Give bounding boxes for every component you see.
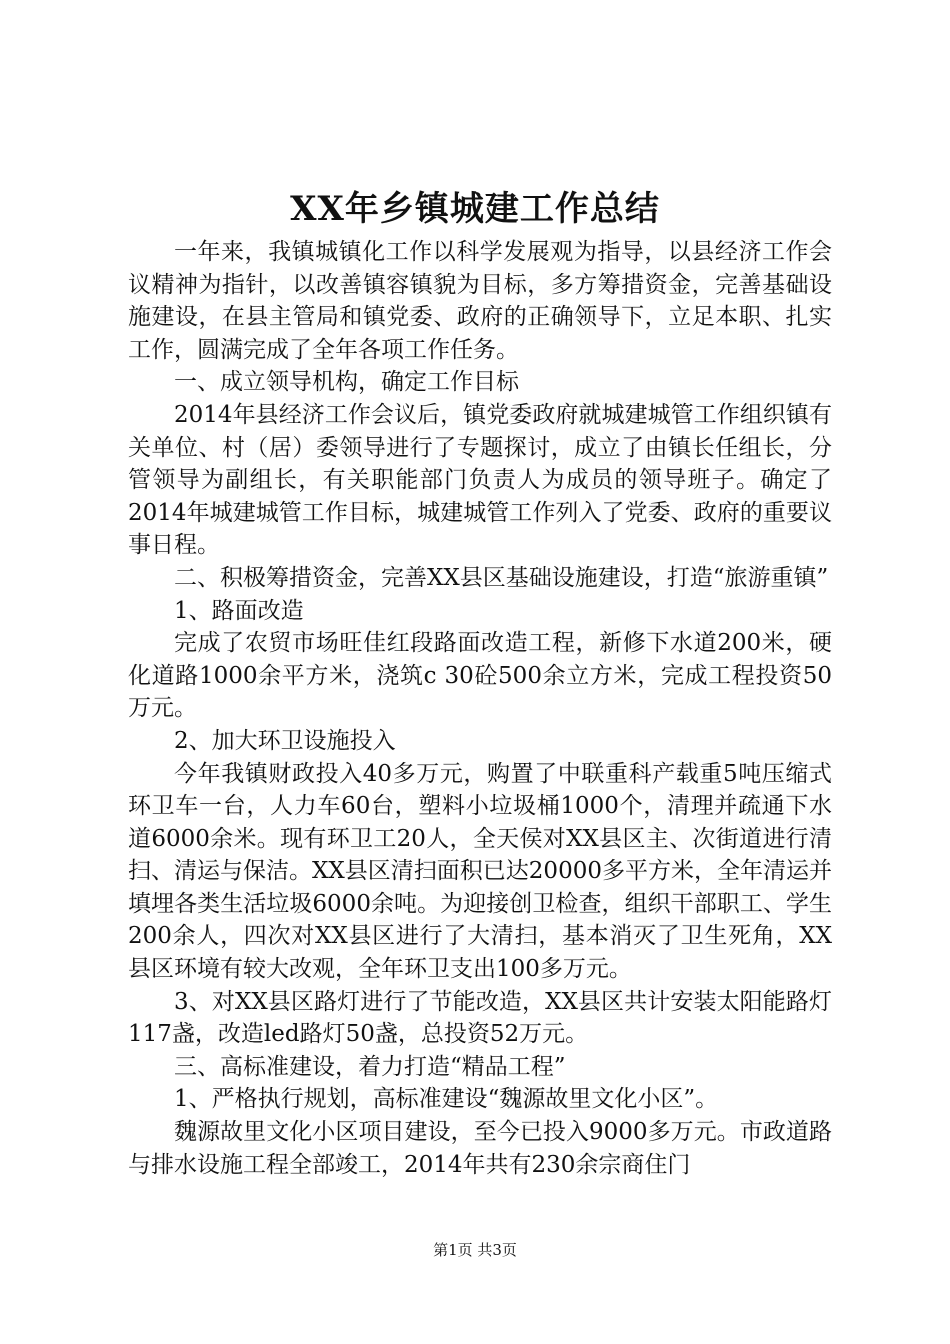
paragraph: 魏源故里文化小区项目建设，至今已投入9000多万元。市政道路与排水设施工程全部竣工，2014年共有230余宗商住门: [128, 1119, 832, 1178]
page-footer: 第1页 共3页: [433, 1241, 517, 1259]
paragraph: 完成了农贸市场旺佳红段路面改造工程，新修下水道200米，硬化道路1000余平方米，浇筑c 30砼500余立方米，完成工程投资50万元。: [128, 630, 832, 722]
paragraph-intro: 一年来，我镇城镇化工作以科学发展观为指导，以县经济工作会议精神为指针，以改善镇容镇貌为目标，多方筹措资金，完善基础设施建设，在县主管局和镇党委、政府的正确领导下，立足本职、扎实工作，圆满完成了全年各项工作任务。: [128, 239, 832, 363]
subsection-heading: 1、严格执行规划，高标准建设“魏源故里文化小区”。: [174, 1086, 719, 1113]
document-body: [128, 236, 832, 1181]
section-heading-1: 一、成立领导机构，确定工作目标: [174, 369, 519, 396]
paragraph: 3、对XX县区路灯进行了节能改造，XX县区共计安装太阳能路灯117盏，改造led路灯50盏，总投资52万元。: [128, 988, 832, 1048]
paragraph: 2014年县经济工作会议后，镇党委政府就城建城管工作组织镇有关单位、村（居）委领导进行了专题探讨，成立了由镇长任组长，分管领导为副组长，有关职能部门负责人为成员的领导班子。确定了2014年城建城管工作目标，城建城管工作列入了党委、政府的重要议事日程。: [128, 401, 832, 559]
subsection-heading: 2、加大环卫设施投入: [174, 727, 396, 754]
section-heading-2: 二、积极筹措资金，完善XX县区基础设施建设，打造“旅游重镇”: [174, 564, 829, 591]
subsection-heading: 1、路面改造: [174, 597, 304, 624]
section-heading-3: 三、高标准建设，着力打造“精品工程”: [174, 1053, 566, 1080]
document-title: XX年乡镇城建工作总结: [290, 189, 660, 229]
paragraph: 今年我镇财政投入40多万元，购置了中联重科产载重5吨压缩式环卫车一台，人力车60台，塑料小垃圾桶1000个，清理并疏通下水道6000余米。现有环卫工20人，全天侯对XX县区主、次街道进行清扫、清运与保洁。XX县区清扫面积已达20000多平方米，全年清运并填埋各类生活垃圾6000余吨。为迎接创卫检查，组织干部职工、学生200余人，四次对XX县区进行了大清扫，基本消灭了卫生死角，XX县区环境有较大改观，全年环卫支出100多万元。: [128, 760, 832, 983]
